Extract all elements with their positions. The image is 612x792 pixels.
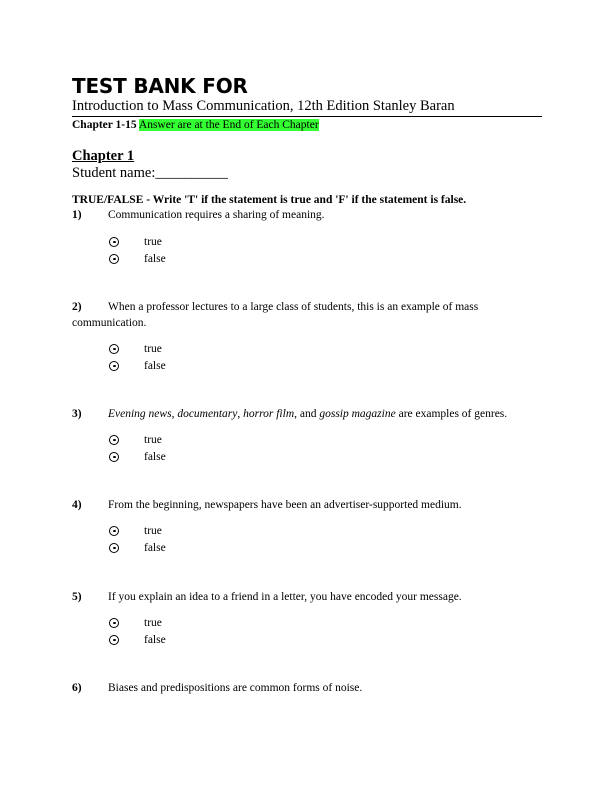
genre-term: gossip magazine <box>319 408 396 420</box>
question-3 <box>72 406 542 422</box>
question-text-segment: , <box>237 408 244 420</box>
question-text-segment: , <box>171 408 178 420</box>
option-label: true <box>144 343 162 355</box>
chapter-range <box>72 118 319 132</box>
student-name-line: Student name:__________ <box>72 165 228 181</box>
question-number: 6) <box>72 682 82 694</box>
question-text: Communication requires a sharing of meaning. <box>108 209 325 221</box>
radio-button-icon[interactable] <box>109 344 119 354</box>
question-text: Biases and predispositions are common forms of noise. <box>108 682 363 694</box>
option-label: true <box>144 434 162 446</box>
radio-button-icon[interactable] <box>109 618 119 628</box>
question-text-segment: , and <box>294 408 320 420</box>
book-title: Introduction to Mass Communication, 12th Edition Stanley Baran <box>72 97 542 117</box>
option-label: true <box>144 617 162 629</box>
option-label: false <box>144 253 166 265</box>
option-label: true <box>144 236 162 248</box>
chapter-heading: Chapter 1 <box>72 148 135 164</box>
genre-term: Evening news <box>108 408 172 420</box>
question-number: 4) <box>72 499 82 511</box>
genre-term: documentary <box>177 408 238 420</box>
question-6 <box>72 680 542 696</box>
radio-button-icon[interactable] <box>109 435 119 445</box>
option-label: false <box>144 542 166 554</box>
question-2 <box>72 299 542 331</box>
radio-button-icon[interactable] <box>109 526 119 536</box>
document-title: TEST BANK FOR <box>72 74 248 98</box>
question-text: From the beginning, newspapers have been an advertiser-supported medium. <box>108 499 462 511</box>
question-text: When a professor lectures to a large class of students, this is an example of mass communication. <box>72 301 479 329</box>
option-label: false <box>144 634 166 646</box>
radio-button-icon[interactable] <box>109 635 119 645</box>
option-label: false <box>144 360 166 372</box>
option-label: true <box>144 525 162 537</box>
chapter-range-label: Chapter 1-15 <box>72 119 137 131</box>
radio-button-icon[interactable] <box>109 543 119 553</box>
question-number: 2) <box>72 301 82 313</box>
question-number: 1) <box>72 209 82 221</box>
radio-button-icon[interactable] <box>109 237 119 247</box>
instructions: TRUE/FALSE - Write 'T' if the statement is true and 'F' if the statement is false. <box>72 194 467 206</box>
radio-button-icon[interactable] <box>109 361 119 371</box>
question-text-segment: are examples of genres. <box>395 408 508 420</box>
radio-button-icon[interactable] <box>109 254 119 264</box>
option-label: false <box>144 451 166 463</box>
genre-term: horror film <box>243 408 295 420</box>
question-text: If you explain an idea to a friend in a letter, you have encoded your message. <box>108 591 462 603</box>
question-1 <box>72 207 542 223</box>
question-number: 3) <box>72 408 82 420</box>
question-4 <box>72 497 542 513</box>
question-number: 5) <box>72 591 82 603</box>
answer-note: Answer are at the End of Each Chapter <box>138 119 319 131</box>
question-5 <box>72 589 542 605</box>
radio-button-icon[interactable] <box>109 452 119 462</box>
